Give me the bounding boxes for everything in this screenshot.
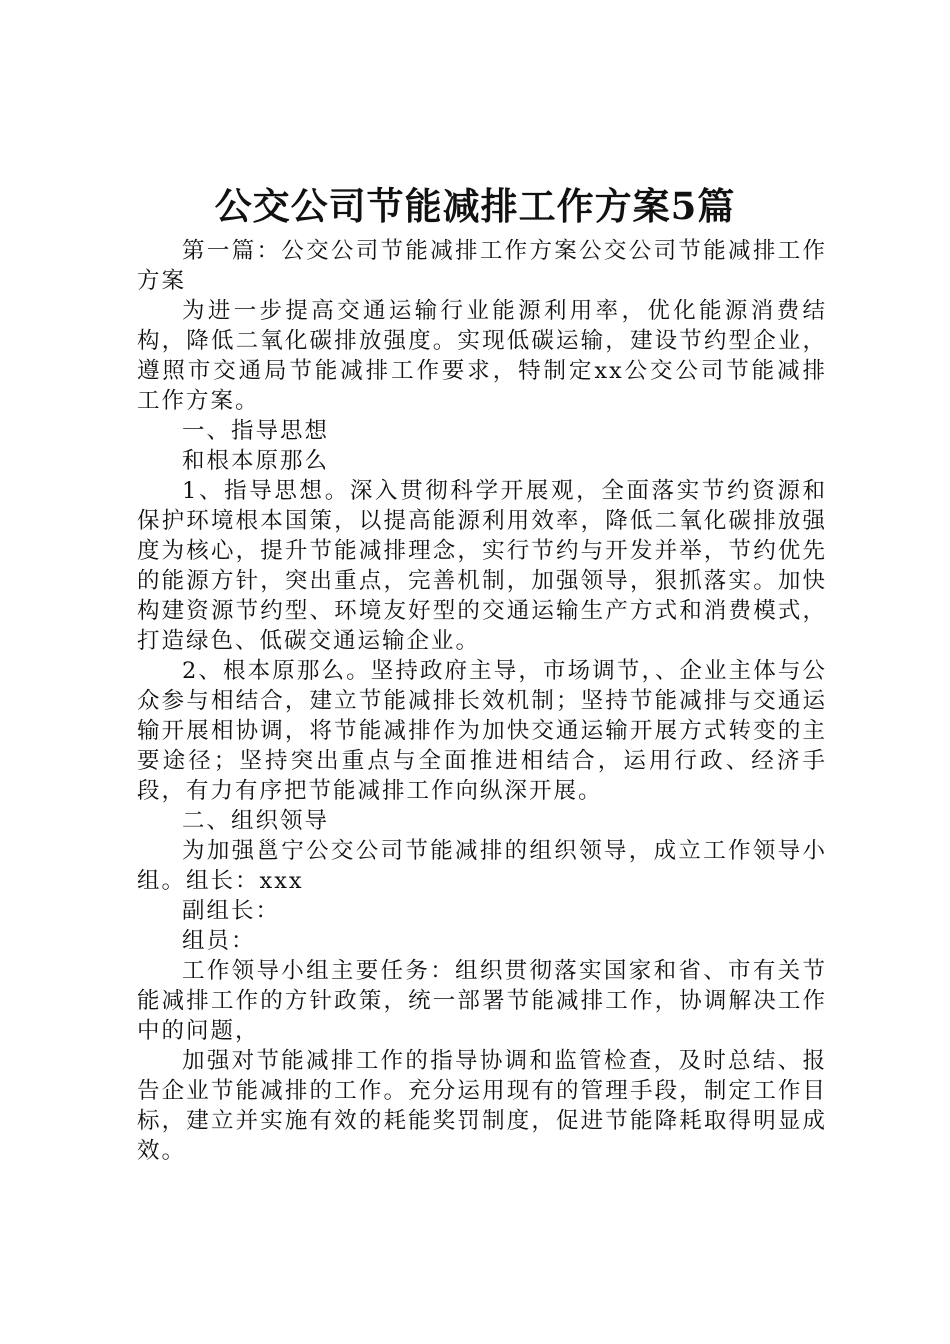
paragraph-members: 组员： — [182, 928, 256, 954]
section-heading-basic-principles: 和根本原那么 — [182, 448, 330, 474]
section-heading-organization: 二、组织领导 — [182, 808, 330, 834]
paragraph-intro: 为进一步提高交通运输行业能源利用率，优化能源消费结构，降低二氧化碳排放强度。实现低碳运输，建设节约型企业，遵照市交通局节能减排工作要求，特制定xx公交公司节能减排工作方案。 — [137, 298, 827, 414]
paragraph-main-tasks: 工作领导小组主要任务：组织贯彻落实国家和省、市有关节能减排工作的方针政策，统一部署节能减排工作，协调解决工作中的问题， — [137, 958, 827, 1044]
document-title: 公交公司节能减排工作方案5篇 — [214, 184, 736, 228]
paragraph-leading-group: 为加强邕宁公交公司节能减排的组织领导，成立工作领导小组。组长：xxx — [137, 838, 827, 894]
paragraph-chapter-heading: 第一篇：公交公司节能减排工作方案公交公司节能减排工作方案 — [137, 238, 827, 294]
paragraph-guiding-thought: 1、指导思想。深入贯彻科学开展观，全面落实节约资源和保护环境根本国策，以提高能源利用效率，降低二氧化碳排放强度为核心，提升节能减排理念，实行节约与开发并举，节约优先的能源方针，突出重点，完善机制，加强领导，狠抓落实。加快构建资源节约型、环境友好型的交通运输生产方式和消费模式，打造绿色、低碳交通运输企业。 — [137, 478, 827, 654]
paragraph-supervision: 加强对节能减排工作的指导协调和监管检查，及时总结、报告企业节能减排的工作。充分运用现有的管理手段，制定工作目标，建立并实施有效的耗能奖罚制度，促进节能降耗取得明显成效。 — [137, 1048, 827, 1164]
paragraph-deputy-leader: 副组长： — [182, 898, 281, 924]
paragraph-basic-principles: 2、根本原那么。坚持政府主导，市场调节，、企业主体与公众参与相结合，建立节能减排长效机制；坚持节能减排与交通运输开展相协调，将节能减排作为加快交通运输开展方式转变的主要途径；坚持突出重点与全面推进相结合，运用行政、经济手段，有力有序把节能减排工作向纵深开展。 — [137, 658, 827, 804]
document-body — [137, 236, 827, 1166]
section-heading-guiding-thought: 一、指导思想 — [182, 418, 330, 444]
